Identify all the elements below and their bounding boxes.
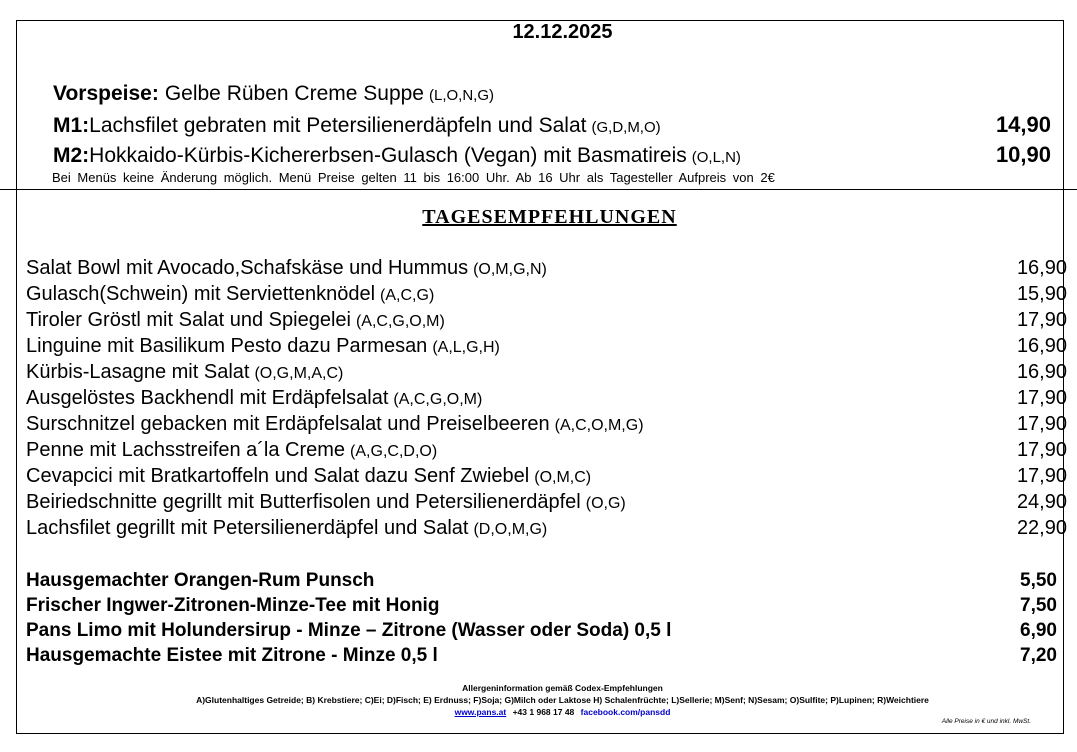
dish-row <box>26 361 1067 384</box>
dish-allergens: (O,G) <box>585 495 626 512</box>
menu-note: Bei Menüs keine Änderung möglich. Menü Preise gelten 11 bis 16:00 Uhr. Ab 16 Uhr als Tagesteller Aufpreis von 2€ <box>52 170 775 185</box>
dish-allergens: (A,L,G,H) <box>432 339 500 356</box>
dish-allergens: (A,C,G,O,M) <box>393 391 483 408</box>
dish-allergens: (A,G,C,D,O) <box>350 443 438 460</box>
dish-allergens: (O,M,G,N) <box>473 261 547 278</box>
dish-row <box>26 413 1067 436</box>
dish-price: 15,90 <box>1016 283 1067 305</box>
dish-row <box>26 491 1067 514</box>
dish-row <box>26 517 1067 540</box>
vorspeise-name: Gelbe Rüben Creme Suppe <box>164 82 424 105</box>
dish-name: Penne mit Lachsstreifen a´la Creme <box>26 439 346 461</box>
dish-row <box>26 283 1067 306</box>
drink-row <box>26 570 1057 592</box>
dish-name: Beiriedschnitte gegrillt mit Butterfisolen und Petersilienerdäpfel <box>26 491 581 513</box>
menu-name: Hokkaido-Kürbis-Kichererbsen-Gulasch (Vegan) mit Basmatireis <box>89 144 687 167</box>
dish-row <box>26 439 1067 462</box>
dish-name: Linguine mit Basilikum Pesto dazu Parmesan <box>26 335 428 357</box>
drink-name: Frischer Ingwer-Zitronen-Minze-Tee mit Honig <box>26 595 440 616</box>
dish-price: 17,90 <box>1016 413 1067 435</box>
dish-row <box>26 257 1067 280</box>
dish-name: Surschnitzel gebacken mit Erdäpfelsalat und Preiselbeeren <box>26 413 550 435</box>
dish-row <box>26 309 1067 332</box>
section-divider <box>0 189 1077 190</box>
dish-price: 17,90 <box>1016 439 1067 461</box>
vorspeise-row <box>53 82 1051 106</box>
menu-row <box>53 112 1051 138</box>
drink-price: 6,90 <box>1020 620 1057 641</box>
drink-price: 5,50 <box>1020 570 1057 591</box>
dish-name: Lachsfilet gegrillt mit Petersilienerdäpfel und Salat <box>26 517 469 539</box>
drink-price: 7,20 <box>1020 645 1057 666</box>
vorspeise-label: Vorspeise: <box>53 82 159 105</box>
dish-allergens: (O,G,M,A,C) <box>254 365 344 382</box>
section-heading: TAGESEMPFEHLUNGEN <box>422 206 677 228</box>
menu-price: 14,90 <box>995 112 1051 137</box>
dish-allergens: (A,C,G) <box>380 287 435 304</box>
menu-label: M1: <box>53 114 90 137</box>
dish-name: Salat Bowl mit Avocado,Schafskäse und Hummus <box>26 257 469 279</box>
dish-price: 16,90 <box>1016 257 1067 279</box>
dish-allergens: (O,M,C) <box>534 469 592 486</box>
dish-name: Gulasch(Schwein) mit Serviettenknödel <box>26 283 376 305</box>
menu-label: M2: <box>53 144 90 167</box>
dish-row <box>26 335 1067 358</box>
dish-price: 17,90 <box>1016 387 1067 409</box>
dish-row <box>26 465 1067 488</box>
dish-price: 17,90 <box>1016 465 1067 487</box>
drink-row <box>26 645 1057 667</box>
dish-allergens: (A,C,G,O,M) <box>355 313 445 330</box>
menu-allergens: (O,L,N) <box>691 149 741 166</box>
drink-name: Hausgemachte Eistee mit Zitrone - Minze 0,5 l <box>26 645 438 666</box>
dish-name: Tiroler Gröstl mit Salat und Spiegelei <box>26 309 351 331</box>
prices-note: Alle Preise in € und inkl. MwSt. <box>941 718 1031 725</box>
menu-row <box>53 142 1051 168</box>
drink-price: 7,50 <box>1020 595 1057 616</box>
drink-row <box>26 595 1057 617</box>
menu-date: 12.12.2025 <box>512 21 613 43</box>
dish-name: Kürbis-Lasagne mit Salat <box>26 361 250 383</box>
dish-price: 22,90 <box>1016 517 1067 539</box>
allergen-title: Allergeninformation gemäß Codex-Empfehlungen <box>462 683 663 693</box>
vorspeise-allergens: (L,O,N,G) <box>429 87 495 104</box>
dish-price: 16,90 <box>1016 361 1067 383</box>
menu-name: Lachsfilet gebraten mit Petersilienerdäpfeln und Salat <box>89 114 587 137</box>
drink-name: Pans Limo mit Holundersirup - Minze – Zitrone (Wasser oder Soda) 0,5 l <box>26 620 672 641</box>
dish-allergens: (D,O,M,G) <box>473 521 548 538</box>
menu-price: 10,90 <box>995 142 1051 167</box>
drink-row <box>26 620 1057 642</box>
dish-row <box>26 387 1067 410</box>
dish-allergens: (A,C,O,M,G) <box>554 417 644 434</box>
dish-price: 16,90 <box>1016 335 1067 357</box>
dish-price: 17,90 <box>1016 309 1067 331</box>
dish-name: Ausgelöstes Backhendl mit Erdäpfelsalat <box>26 387 389 409</box>
menu-allergens: (G,D,M,O) <box>591 119 661 136</box>
drink-name: Hausgemachter Orangen-Rum Punsch <box>26 570 375 591</box>
allergen-list: A)Glutenhaltiges Getreide; B) Krebstiere; C)Ei; D)Fisch; E) Erdnuss; F)Soja; G)Milch oder Laktose H) Schalenfrüchte; L)Sellerie; M)Senf; N)Sesam; O)Sulfite; P)Lupinen; R)Weichtiere <box>196 695 929 705</box>
website-link[interactable]: www.pans.at <box>454 707 507 717</box>
contact-line <box>0 707 1077 717</box>
dish-price: 24,90 <box>1016 491 1067 513</box>
dish-name: Cevapcici mit Bratkartoffeln und Salat dazu Senf Zwiebel <box>26 465 530 487</box>
phone-number: +43 1 968 17 48 <box>512 707 575 717</box>
facebook-link[interactable]: facebook.com/pansdd <box>580 707 671 717</box>
